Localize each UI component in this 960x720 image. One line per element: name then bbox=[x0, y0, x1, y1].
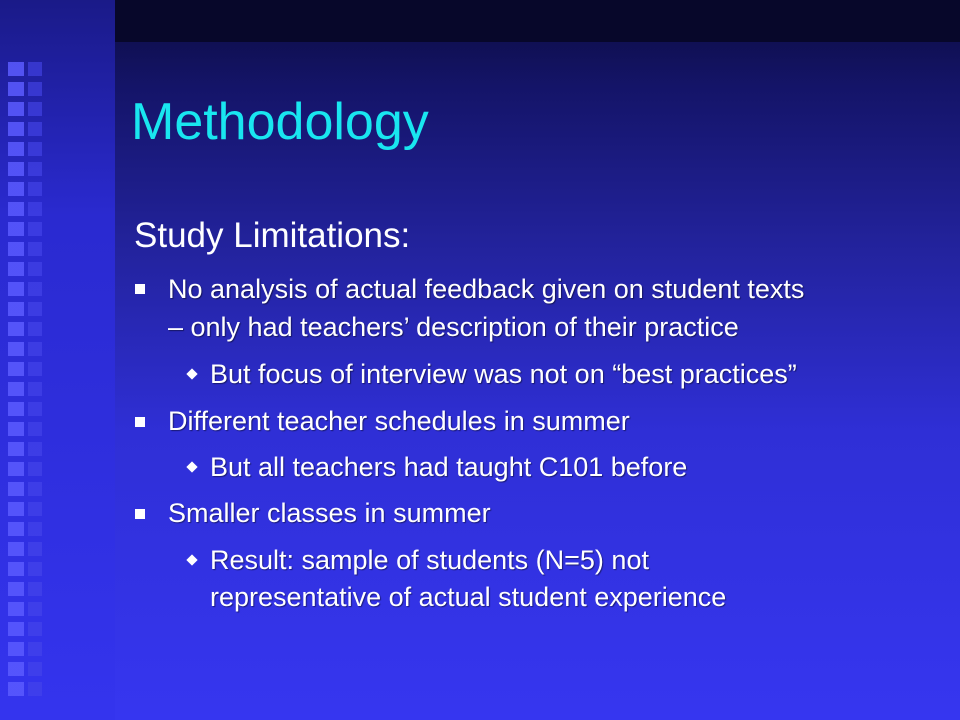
bullet-1-line-1: No analysis of actual feedback given on student texts bbox=[168, 274, 805, 304]
diamond-bullet-icon bbox=[186, 368, 197, 379]
bullet-3-line-1: Smaller classes in summer bbox=[168, 498, 491, 528]
slide-subheading: Study Limitations: bbox=[134, 216, 411, 255]
decor-squares bbox=[5, 62, 27, 702]
bullet-1-line-2: – only had teachers’ description of their practice bbox=[168, 312, 739, 342]
square-bullet-icon bbox=[135, 284, 145, 294]
sub-bullet-2: But all teachers had taught C101 before bbox=[210, 452, 688, 482]
bullet-2-line-1: Different teacher schedules in summer bbox=[168, 406, 630, 436]
slide-title: Methodology bbox=[131, 93, 429, 151]
sub-bullet-3-line-1: Result: sample of students (N=5) not bbox=[210, 545, 649, 575]
top-bar bbox=[115, 0, 960, 42]
decor-squares-secondary bbox=[26, 62, 46, 702]
diamond-bullet-icon bbox=[186, 554, 197, 565]
left-decor-strip bbox=[0, 0, 115, 720]
square-bullet-icon bbox=[135, 509, 145, 519]
sub-bullet-1: But focus of interview was not on “best practices” bbox=[210, 359, 797, 389]
sub-bullet-3-line-2: representative of actual student experience bbox=[210, 582, 727, 612]
square-bullet-icon bbox=[135, 417, 145, 427]
diamond-bullet-icon bbox=[186, 461, 197, 472]
